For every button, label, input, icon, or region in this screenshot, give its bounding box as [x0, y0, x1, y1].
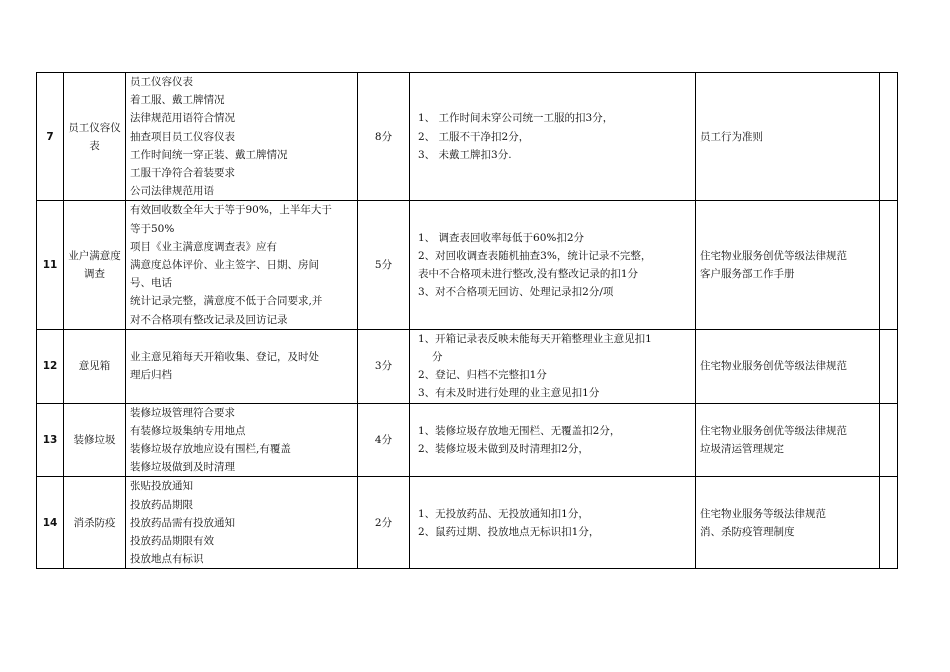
empty-cell — [880, 329, 898, 403]
evaluation-table — [36, 72, 898, 569]
reference-basis: 员工行为准则 — [696, 73, 880, 201]
check-content: 张贴投放通知 投放药品期限 投放药品需有投放通知 投放药品期限有效 投放地点有标识 — [126, 477, 358, 569]
empty-cell — [880, 403, 898, 477]
deduction-rules: 1、 调查表回收率每低于60%扣2分 2、对回收调查表随机抽查3%，统计记录不完整， 表中不合格项未进行整改,没有整改记录的扣1分 3、对不合格项无回访、处理记录扣2分/项 — [410, 201, 696, 329]
table-row — [37, 73, 898, 201]
reference-basis: 住宅物业服务创优等级法律规范 客户服务部工作手册 — [696, 201, 880, 329]
check-content: 装修垃圾管理符合要求 有装修垃圾集纳专用地点 装修垃圾存放地应设有围栏,有覆盖 装修垃圾做到及时清理 — [126, 403, 358, 477]
score: 3分 — [358, 329, 410, 403]
empty-cell — [880, 477, 898, 569]
item-name: 业户满意度调查 — [64, 201, 126, 329]
row-number: 11 — [37, 201, 64, 329]
check-content: 有效回收数全年大于等于90%，上半年大于 等于50% 项目《业主满意度调查表》应有 满意度总体评价、业主签字、日期、房间 号、电话 统计记录完整，满意度不低于合同要求,并 对不合格项有整改记录及回访记录 — [126, 201, 358, 329]
empty-cell — [880, 201, 898, 329]
deduction-rules: 1、装修垃圾存放地无围栏、无覆盖扣2分， 2、装修垃圾未做到及时清理扣2分， — [410, 403, 696, 477]
row-number: 13 — [37, 403, 64, 477]
check-content: 业主意见箱每天开箱收集、登记，及时处 理后归档 — [126, 329, 358, 403]
row-number: 14 — [37, 477, 64, 569]
row-number: 12 — [37, 329, 64, 403]
reference-basis: 住宅物业服务等级法律规范 消、杀防疫管理制度 — [696, 477, 880, 569]
deduction-rules: 1、开箱记录表反映未能每天开箱整理业主意见扣1 分 2、登记、归档不完整扣1分 3、有未及时进行处理的业主意见扣1分 — [410, 329, 696, 403]
score: 4分 — [358, 403, 410, 477]
item-name: 意见箱 — [64, 329, 126, 403]
table-row — [37, 477, 898, 569]
row-number: 7 — [37, 73, 64, 201]
reference-basis: 住宅物业服务创优等级法律规范 垃圾清运管理规定 — [696, 403, 880, 477]
item-name: 员工仪容仪表 — [64, 73, 126, 201]
table-row — [37, 201, 898, 329]
deduction-rules: 1、 工作时间未穿公司统一工服的扣3分， 2、 工服不干净扣2分， 3、 未戴工牌扣3分. — [410, 73, 696, 201]
score: 5分 — [358, 201, 410, 329]
empty-cell — [880, 73, 898, 201]
score: 8分 — [358, 73, 410, 201]
table-row — [37, 403, 898, 477]
item-name: 消杀防疫 — [64, 477, 126, 569]
score: 2分 — [358, 477, 410, 569]
reference-basis: 住宅物业服务创优等级法律规范 — [696, 329, 880, 403]
item-name: 装修垃圾 — [64, 403, 126, 477]
deduction-rules: 1、无投放药品、无投放通知扣1分， 2、鼠药过期、投放地点无标识扣1分， — [410, 477, 696, 569]
check-content: 员工仪容仪表 着工服、戴工牌情况 法律规范用语符合情况 抽查项目员工仪容仪表 工作时间统一穿正装、戴工牌情况 工服干净符合着装要求 公司法律规范用语 — [126, 73, 358, 201]
table-row — [37, 329, 898, 403]
